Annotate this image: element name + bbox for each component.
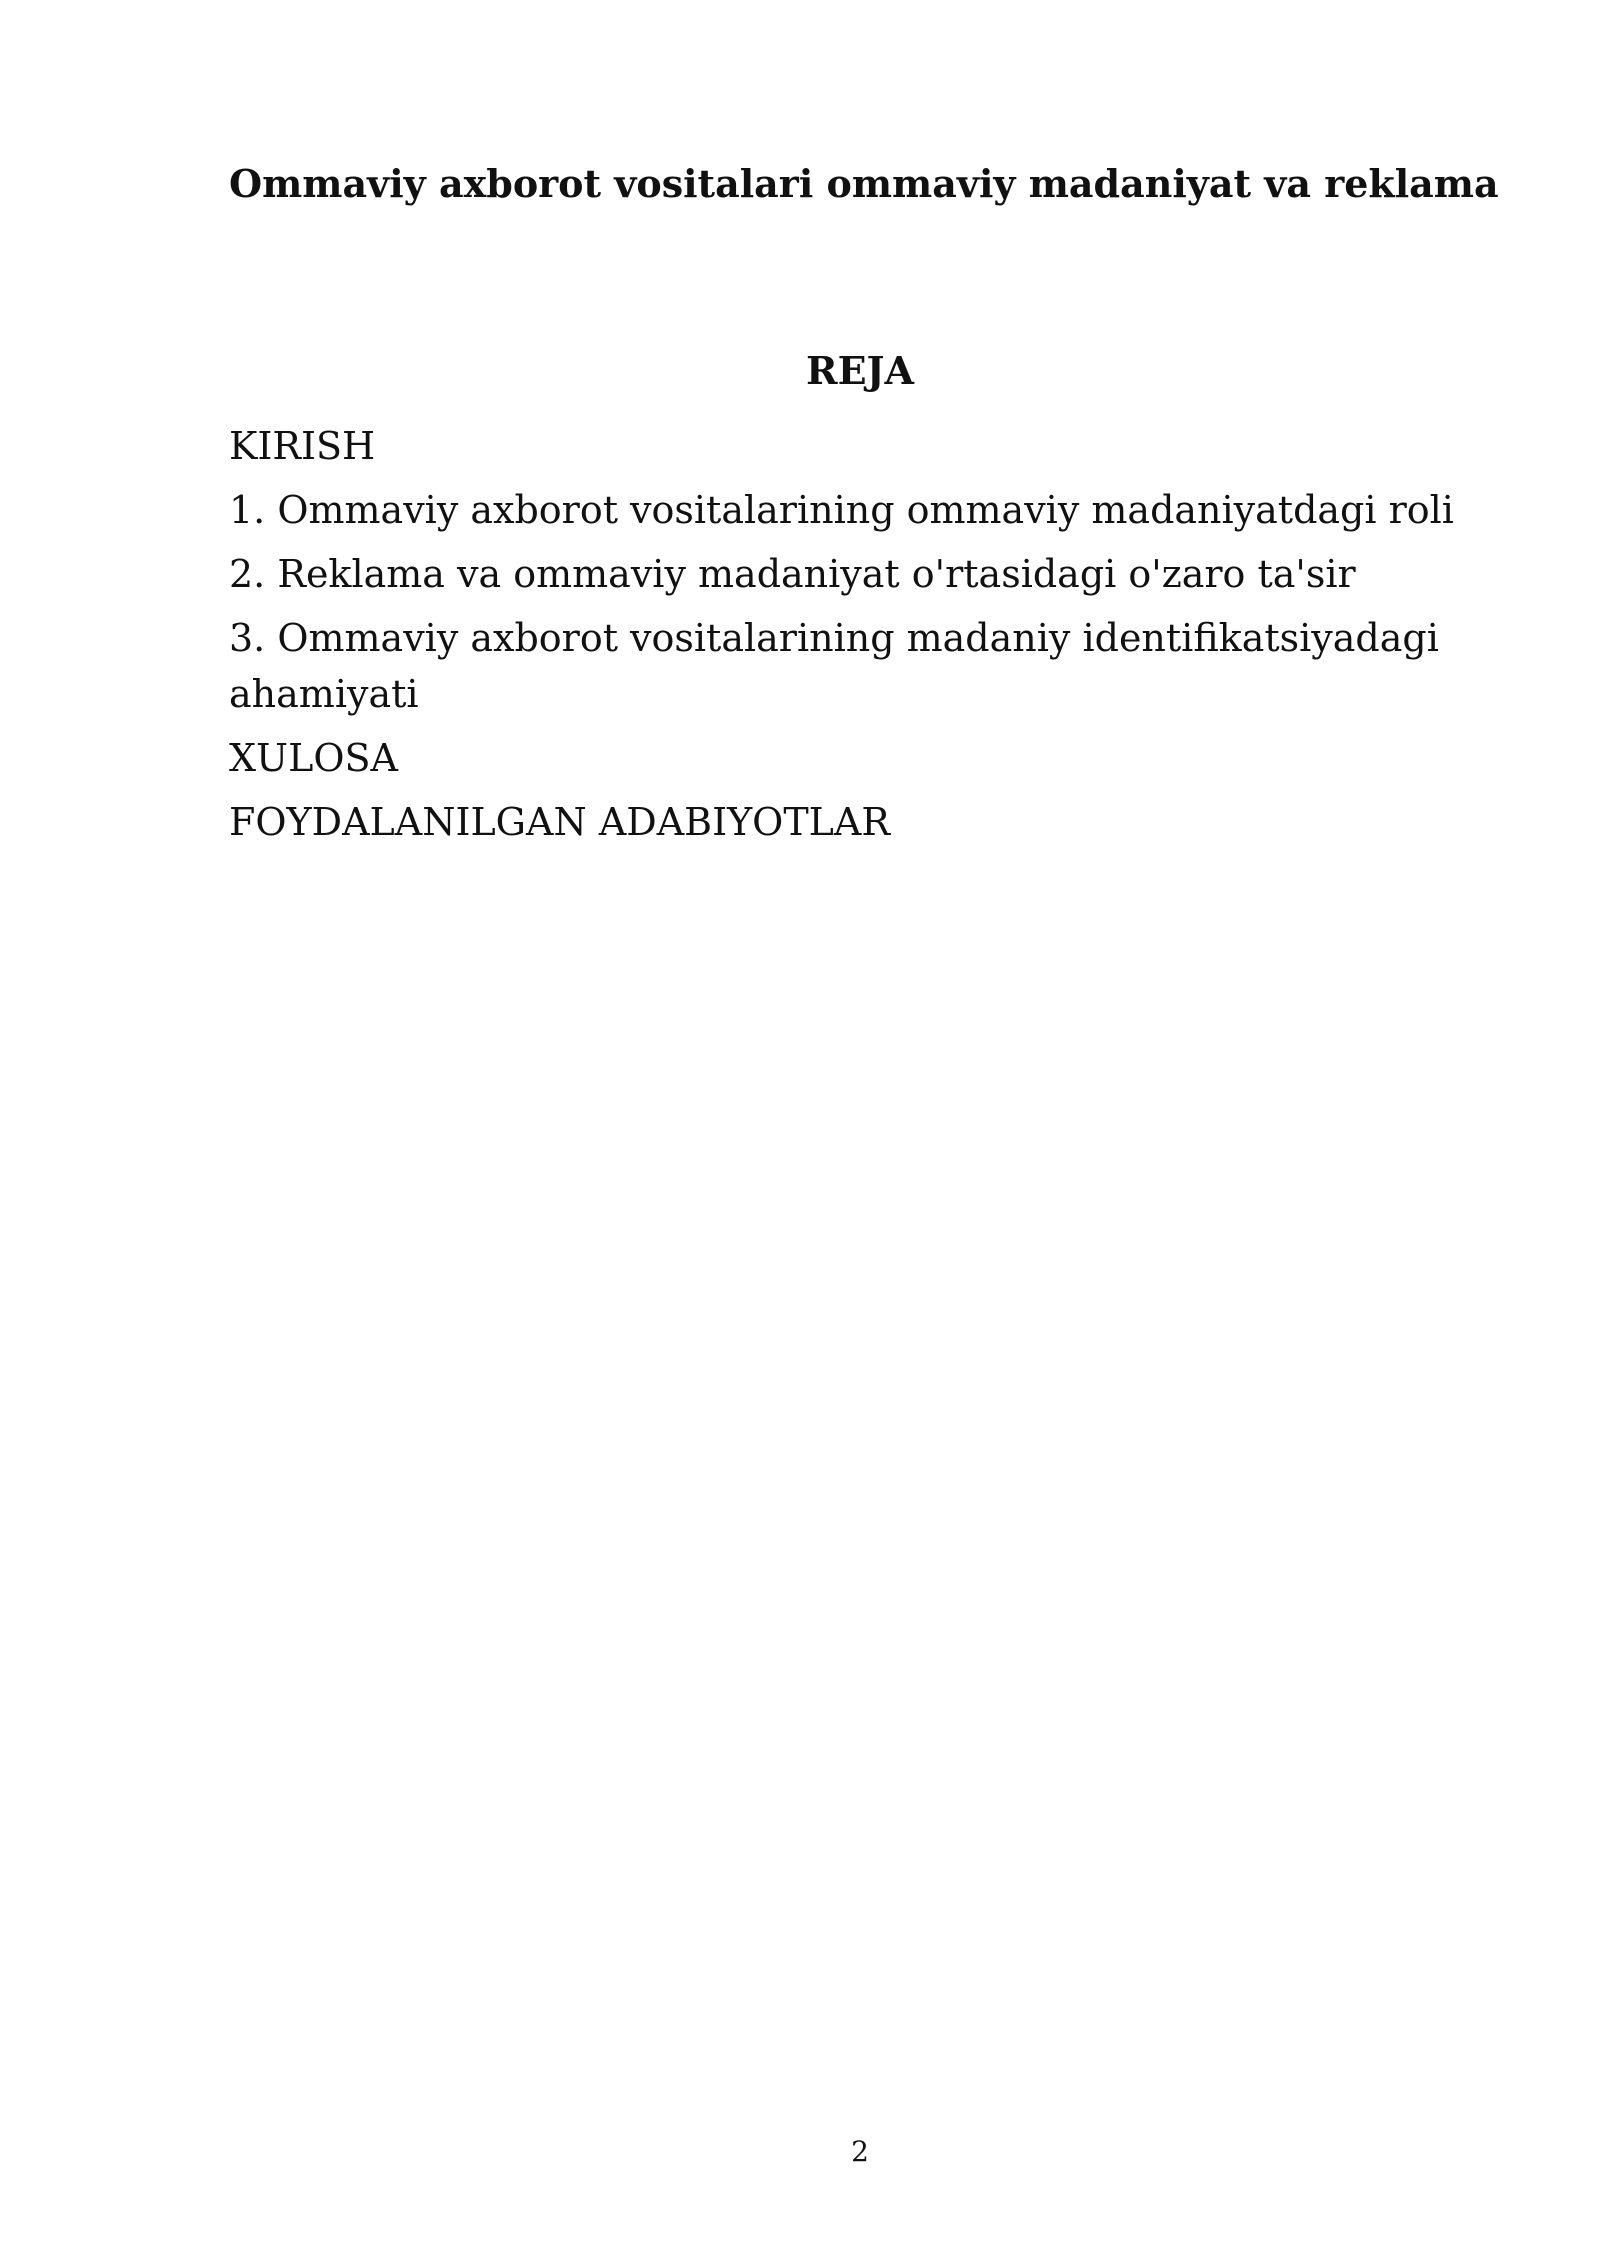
plan-item-1: 1. Ommaviy axborot vositalarining ommaviy madaniyatdagi roli bbox=[229, 488, 1454, 532]
page-number: 2 bbox=[851, 2135, 869, 2168]
plan-heading: REJA bbox=[805, 348, 914, 393]
plan-item-conclusion: XULOSA bbox=[229, 736, 398, 780]
plan-list bbox=[229, 418, 1479, 858]
plan-item-2: 2. Reklama va ommaviy madaniyat o'rtasidagi o'zaro ta'sir bbox=[229, 552, 1356, 596]
plan-item-references: FOYDALANILGAN ADABIYOTLAR bbox=[229, 800, 890, 844]
document-title: Ommaviy axborot vositalari ommaviy madaniyat va reklama bbox=[229, 161, 1499, 206]
plan-item-introduction: KIRISH bbox=[229, 424, 376, 468]
plan-item-3: 3. Ommaviy axborot vositalarining madaniy identifikatsiyadagi ahamiyati bbox=[229, 616, 1439, 716]
